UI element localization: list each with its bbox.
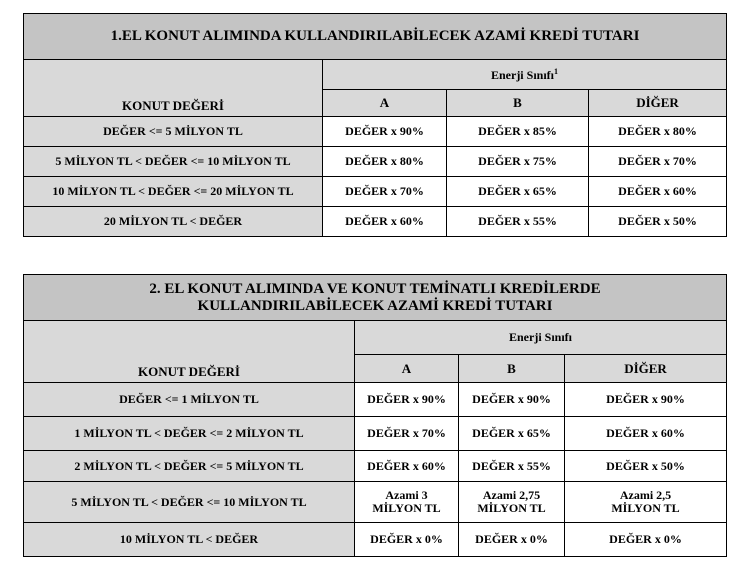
value-cell xyxy=(565,482,727,523)
table1-col-diger: DİĞER xyxy=(589,90,727,117)
table-row xyxy=(24,417,727,451)
value-cell: DEĞER x 0% xyxy=(459,523,565,557)
table-row xyxy=(24,207,727,237)
value-cell: DEĞER x 85% xyxy=(447,117,589,147)
table1-energy-footnote: 1 xyxy=(554,66,558,76)
value-cell: DEĞER x 70% xyxy=(355,417,459,451)
value-cell xyxy=(355,482,459,523)
second-hand-loan-table xyxy=(23,274,727,557)
value-cell: DEĞER x 0% xyxy=(355,523,459,557)
value-cell: DEĞER x 70% xyxy=(323,177,447,207)
value-line: MİLYON TL xyxy=(372,501,441,515)
value-cell: DEĞER x 60% xyxy=(589,177,727,207)
value-cell: DEĞER x 90% xyxy=(459,383,565,417)
value-line: Azami 3 xyxy=(385,488,428,502)
value-cell: DEĞER x 80% xyxy=(323,147,447,177)
table2-title-line2: KULLANDIRILABİLECEK AZAMİ KREDİ TUTARI xyxy=(197,297,553,314)
value-cell: DEĞER x 55% xyxy=(447,207,589,237)
table1-col-b: B xyxy=(447,90,589,117)
table2-title-line1: 2. EL KONUT ALIMINDA VE KONUT TEMİNATLI KREDİLERDE xyxy=(149,280,601,297)
value-cell: DEĞER x 90% xyxy=(565,383,727,417)
row-label: DEĞER <= 1 MİLYON TL xyxy=(24,383,355,417)
table2-col-a: A xyxy=(355,355,459,383)
value-cell: DEĞER x 70% xyxy=(589,147,727,177)
table1-energy-header xyxy=(323,60,727,90)
table-row xyxy=(24,117,727,147)
value-cell: DEĞER x 0% xyxy=(565,523,727,557)
table2-energy-header: Enerji Sınıfı xyxy=(355,321,727,355)
value-cell: DEĞER x 50% xyxy=(589,207,727,237)
table2-konut-header: KONUT DEĞERİ xyxy=(24,321,355,383)
row-label: 20 MİLYON TL < DEĞER xyxy=(24,207,323,237)
table1-konut-header: KONUT DEĞERİ xyxy=(24,60,323,117)
value-cell: DEĞER x 80% xyxy=(589,117,727,147)
value-cell: DEĞER x 75% xyxy=(447,147,589,177)
value-cell xyxy=(459,482,565,523)
value-line: MİLYON TL xyxy=(611,501,680,515)
first-hand-loan-table xyxy=(23,13,727,237)
value-cell: DEĞER x 65% xyxy=(447,177,589,207)
value-cell: DEĞER x 60% xyxy=(323,207,447,237)
value-line: Azami 2,5 xyxy=(619,488,672,502)
table1-energy-label: Enerji Sınıfı xyxy=(490,67,554,82)
row-label: 5 MİLYON TL < DEĞER <= 10 MİLYON TL xyxy=(24,147,323,177)
value-cell: DEĞER x 50% xyxy=(565,451,727,482)
row-label: 1 MİLYON TL < DEĞER <= 2 MİLYON TL xyxy=(24,417,355,451)
table2-title xyxy=(24,275,727,321)
table-row xyxy=(24,147,727,177)
row-label: 2 MİLYON TL < DEĞER <= 5 MİLYON TL xyxy=(24,451,355,482)
value-cell: DEĞER x 60% xyxy=(565,417,727,451)
value-cell: DEĞER x 90% xyxy=(323,117,447,147)
table-row xyxy=(24,177,727,207)
value-line: MİLYON TL xyxy=(477,501,546,515)
table-row xyxy=(24,523,727,557)
row-label: 10 MİLYON TL < DEĞER xyxy=(24,523,355,557)
value-cell: DEĞER x 65% xyxy=(459,417,565,451)
row-label: DEĞER <= 5 MİLYON TL xyxy=(24,117,323,147)
table-row xyxy=(24,451,727,482)
value-cell: DEĞER x 90% xyxy=(355,383,459,417)
row-label: 10 MİLYON TL < DEĞER <= 20 MİLYON TL xyxy=(24,177,323,207)
value-line: Azami 2,75 xyxy=(482,488,541,502)
value-cell: DEĞER x 60% xyxy=(355,451,459,482)
row-label: 5 MİLYON TL < DEĞER <= 10 MİLYON TL xyxy=(24,482,355,523)
table2-col-b: B xyxy=(459,355,565,383)
table1-title: 1.EL KONUT ALIMINDA KULLANDIRILABİLECEK AZAMİ KREDİ TUTARI xyxy=(24,14,727,60)
table-row xyxy=(24,482,727,523)
table1-col-a: A xyxy=(323,90,447,117)
table-row xyxy=(24,383,727,417)
value-cell: DEĞER x 55% xyxy=(459,451,565,482)
table2-col-diger: DİĞER xyxy=(565,355,727,383)
